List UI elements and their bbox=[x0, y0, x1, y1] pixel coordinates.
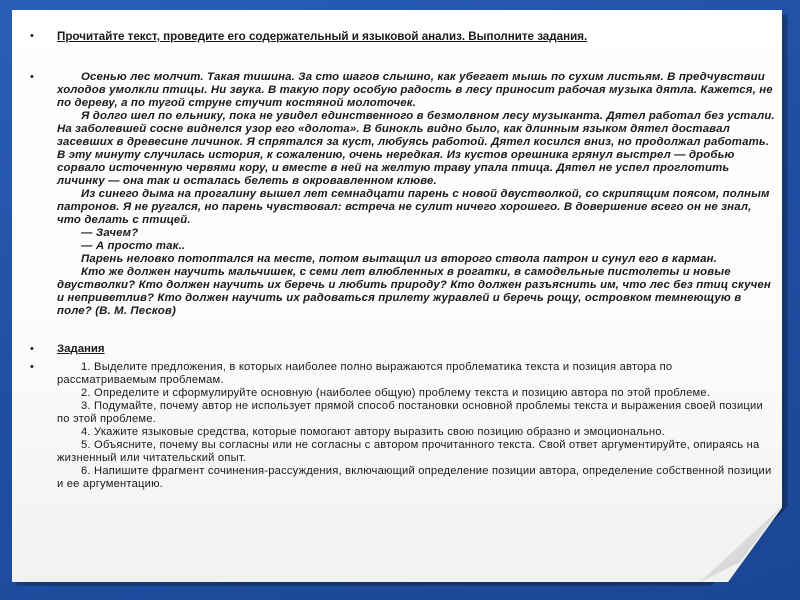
tasks-heading-row bbox=[30, 343, 775, 356]
task-item: 1. Выделите предложения, в которых наиболее полно выражаются проблематика текста и позиция автора по рассматриваемым проблемам. bbox=[57, 361, 673, 386]
passage-dialogue-line: — Зачем? bbox=[81, 227, 139, 239]
passage-paragraph: Из синего дыма на прогалину вышел лет семнадцати парень с новой двустволкой, со скрипящим поясом, полным патронов. Я не ругался, но парень чувствовал: встреча не сулит ничего хорошего. В довершение всего он не знал, что делать с птицей. bbox=[57, 188, 770, 226]
passage-paragraph: Кто же должен научить мальчишек, с семи лет влюбленных в рогатки, в самодельные пистолеты и новые двустволки? Кто должен научить их беречь и любить природу? Кто должен разъяснить им, что лес без птиц скучен и неприветлив? Кто должен научить их радоваться прилету журавлей и беречь рощу, островком темнеющую в поле? (В. М. Песков) bbox=[57, 266, 771, 317]
task-item: 6. Напишите фрагмент сочинения-рассуждения, включающий определение позиции автора, определение собственной позиции и ее аргументацию. bbox=[57, 465, 772, 490]
bullet-icon: • bbox=[30, 71, 34, 83]
slide-content bbox=[30, 30, 775, 491]
passage-paragraph: Парень неловко потоптался на месте, потом вытащил из второго ствола патрон и сунул его в карман. bbox=[81, 253, 717, 265]
page-title: Прочитайте текст, проведите его содержательный и языковой анализ. Выполните задания. bbox=[57, 30, 588, 43]
passage-block bbox=[30, 71, 775, 318]
bullet-icon: • bbox=[30, 361, 34, 373]
task-item: 3. Подумайте, почему автор не использует прямой способ постановки основной проблемы текста и выражения своей позиции по этой проблеме. bbox=[57, 400, 763, 425]
title-row bbox=[30, 30, 775, 44]
task-item: 2. Определите и сформулируйте основную (наиболее общую) проблему текста и позицию автора по этой проблеме. bbox=[81, 387, 711, 399]
passage-dialogue-line: — А просто так.. bbox=[81, 240, 186, 252]
tasks-heading: Задания bbox=[57, 343, 105, 355]
bullet-icon: • bbox=[30, 343, 34, 355]
bullet-icon: • bbox=[30, 30, 34, 42]
task-item: 4. Укажите языковые средства, которые помогают автору выразить свою позицию образно и эмоционально. bbox=[81, 426, 665, 438]
passage-paragraph: Осенью лес молчит. Такая тишина. За сто шагов слышно, как убегает мышь по сухим листьям. В предчувствии холодов умолкли птицы. Ни звука. В такую пору особую радость в лесу приносит рабочая музыка дятла. Кажется, не по дереву, а по тугой струне стучит костяной молоточек. bbox=[57, 71, 773, 109]
passage-paragraph: Я долго шел по ельнику, пока не увидел единственного в безмолвном лесу музыканта. Дятел работал без устали. На заболевшей сосне виднелся узор его «долота». В бинокль видно было, как длинным языком дятел доставал засевших в древесине личинок. Я спрятался за куст, любуясь работой. Дятел косился вниз, но продолжал работать. В эту минуту случилась история, к сожалению, очень нередкая. Из кустов орешника грянул выстрел — дробью сорвало источенную червями кору, и вместе в ней на желтую траву упала птица. Дятел не успел проглотить личинку — она так и осталась белеть в окровавленном клюве. bbox=[57, 110, 775, 187]
task-item: 5. Объясните, почему вы согласны или не согласны с автором прочитанного текста. Свой ответ аргументируйте, опираясь на жизненный или читательский опыт. bbox=[57, 439, 760, 464]
tasks-list bbox=[30, 361, 775, 491]
